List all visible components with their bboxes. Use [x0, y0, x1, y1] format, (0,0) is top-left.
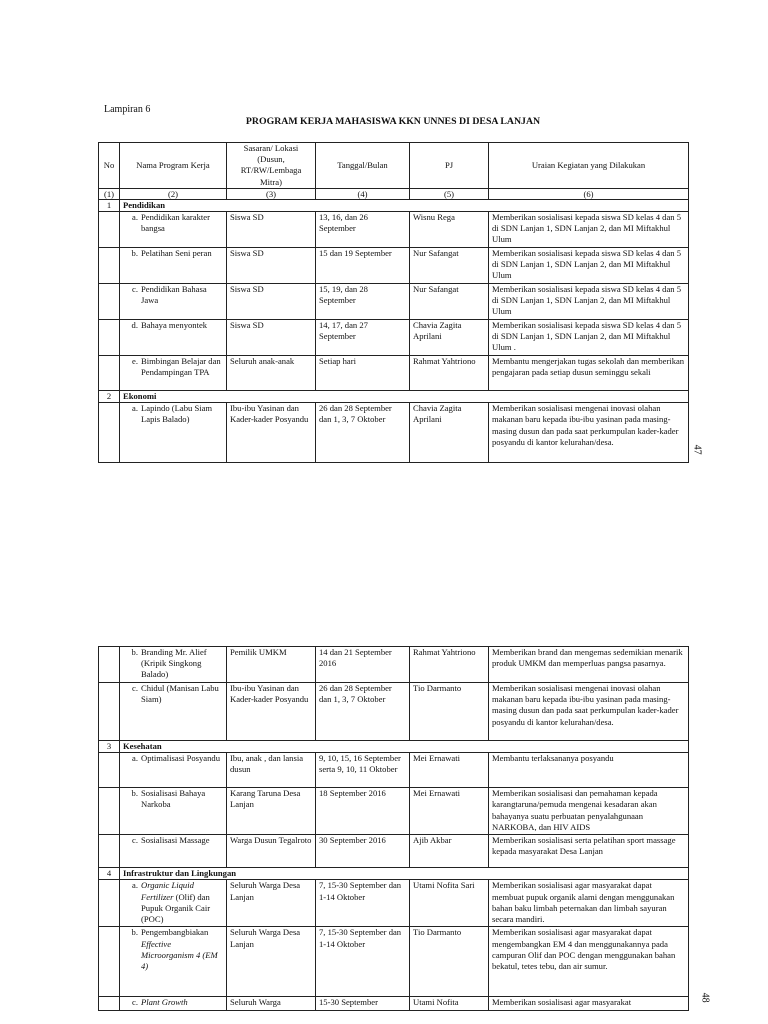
- program-name-italic: Effective Microorganism 4 (EM 4): [141, 938, 218, 972]
- header-tanggal: Tanggal/Bulan: [316, 143, 410, 189]
- program-name: [141, 835, 223, 846]
- sasaran-cell: Siswa SD: [227, 320, 316, 356]
- item-letter: b.: [131, 647, 138, 657]
- row-number-cell: [99, 880, 120, 927]
- section-number: 2: [99, 391, 120, 403]
- program-name: [141, 647, 223, 681]
- row-number-cell: [99, 835, 120, 868]
- uraian-cell: Memberikan sosialisasi serta pelatihan sport massage kepada masyarakat Desa Lanjan: [489, 835, 689, 868]
- uraian-cell: Memberikan sosialisasi agar masyarakat dapat mengembangkan EM 4 dan menggunakannya pada campuran Olif dan POC dengan menggunakan bahan bekatul, tetes tebu, dan air sumur.: [489, 927, 689, 997]
- table-row: [99, 248, 689, 284]
- program-item: [123, 320, 223, 331]
- uraian-cell: Membantu mengerjakan tugas sekolah dan memberikan pengajaran pada setiap dusun seminggu sekali: [489, 356, 689, 391]
- sasaran-cell: Ibu, anak , dan lansia dusun: [227, 753, 316, 788]
- program-name-text: (Olif) dan Pupuk Organik Cair (POC): [141, 891, 211, 925]
- item-letter: c.: [132, 683, 138, 693]
- section-title: Kesehatan: [120, 741, 689, 753]
- program-name-text: Branding Mr. Alief (Kripik Singkong Balado): [141, 647, 207, 680]
- program-item: [123, 248, 223, 259]
- pj-cell: Chavia Zagita Aprilani: [410, 320, 489, 356]
- header-pj: PJ: [410, 143, 489, 189]
- program-cell: [120, 880, 227, 927]
- program-name: [141, 788, 223, 810]
- program-name: [141, 284, 223, 306]
- tanggal-cell: 7, 15-30 September dan 1-14 Oktober: [316, 927, 410, 997]
- row-number-cell: [99, 753, 120, 788]
- uraian-cell: Memberikan sosialisasi kepada siswa SD kelas 4 dan 5 di SDN Lanjan 1, SDN Lanjan 2, dan MI Miftakhul Ulum: [489, 284, 689, 320]
- program-name-text: Pelatihan Seni peran: [141, 248, 212, 259]
- column-number: (5): [410, 188, 489, 199]
- pj-cell: Nur Safangat: [410, 248, 489, 284]
- program-cell: [120, 753, 227, 788]
- tanggal-cell: 30 September 2016: [316, 835, 410, 868]
- program-name: [141, 212, 223, 234]
- page-number: 47: [691, 444, 703, 455]
- item-letter: a.: [132, 880, 138, 891]
- uraian-cell: Memberikan sosialisasi agar masyarakat dapat membuat pupuk organik alami dengan menggunakan bahan baku limbah peternakan dan limbah sayuran secara mandiri.: [489, 880, 689, 927]
- header-uraian: Uraian Kegiatan yang Dilakukan: [489, 143, 689, 189]
- tanggal-cell: 26 dan 28 September dan 1, 3, 7 Oktober: [316, 683, 410, 741]
- row-number-cell: [99, 284, 120, 320]
- uraian-cell: Memberikan sosialisasi kepada siswa SD kelas 4 dan 5 di SDN Lanjan 1, SDN Lanjan 2, dan MI Miftakhul Ulum: [489, 248, 689, 284]
- pj-cell: Mei Ernawati: [410, 788, 489, 835]
- row-number-cell: [99, 683, 120, 741]
- program-name: [141, 320, 223, 331]
- section-row: [99, 199, 689, 211]
- program-name: [141, 683, 223, 705]
- pj-cell: Utami Nofita Sari: [410, 880, 489, 927]
- page-number: 48: [699, 992, 711, 1003]
- uraian-cell: Memberikan brand dan mengemas sedemikian menarik produk UMKM dan memperluas pangsa pasarnya.: [489, 647, 689, 683]
- tanggal-cell: 9, 10, 15, 16 September serta 9, 10, 11 Oktober: [316, 753, 410, 788]
- section-number: 4: [99, 868, 120, 880]
- row-number-cell: [99, 647, 120, 683]
- pj-cell: Tio Darmanto: [410, 927, 489, 997]
- program-item: [123, 284, 223, 306]
- program-name: [141, 248, 223, 259]
- tanggal-cell: 26 dan 28 September dan 1, 3, 7 Oktober: [316, 403, 410, 463]
- document-title: PROGRAM KERJA MAHASISWA KKN UNNES DI DESA LANJAN: [245, 116, 541, 127]
- program-cell: [120, 997, 227, 1011]
- pj-cell: Rahmat Yahtriono: [410, 356, 489, 391]
- sasaran-cell: Siswa SD: [227, 212, 316, 248]
- item-letter: b.: [131, 927, 138, 938]
- program-name: [141, 880, 223, 925]
- table-row: [99, 320, 689, 356]
- program-name-text: Chidul (Manisan Labu Siam): [141, 683, 219, 705]
- row-number-cell: [99, 356, 120, 391]
- table-row: [99, 753, 689, 788]
- item-letter: a.: [132, 212, 138, 223]
- pj-cell: Rahmat Yahtriono: [410, 647, 489, 683]
- sasaran-cell: Seluruh anak-anak: [227, 356, 316, 391]
- section-number: 3: [99, 741, 120, 753]
- tanggal-cell: 15 dan 19 September: [316, 248, 410, 284]
- row-number-cell: [99, 212, 120, 248]
- program-name: [141, 927, 223, 972]
- sasaran-cell: Karang Taruna Desa Lanjan: [227, 788, 316, 835]
- program-name: [141, 403, 223, 425]
- tanggal-cell: 15, 19, dan 28 September: [316, 284, 410, 320]
- table-row: [99, 683, 689, 741]
- program-name-text: Sosialisasi Massage: [141, 835, 210, 846]
- pj-cell: Tio Darmanto: [410, 683, 489, 741]
- program-name-text: Bimbingan Belajar dan Pendampingan TPA: [141, 356, 221, 378]
- program-item: [123, 880, 223, 925]
- column-number: (6): [489, 188, 689, 199]
- column-number: (1): [99, 188, 120, 199]
- column-number-row: [99, 188, 689, 199]
- pj-cell: Chavia Zagita Aprilani: [410, 403, 489, 463]
- program-name-text: Optimalisasi Posyandu: [141, 753, 221, 764]
- sasaran-cell: Seluruh Warga Desa Lanjan: [227, 880, 316, 927]
- pj-cell: Utami Nofita: [410, 997, 489, 1011]
- program-name-italic: Organic Liquid Fertilizer: [141, 880, 194, 902]
- row-number-cell: [99, 320, 120, 356]
- program-cell: [120, 683, 227, 741]
- program-name-italic: Plant Growth: [141, 997, 188, 1008]
- sasaran-cell: Seluruh Warga Desa Lanjan: [227, 927, 316, 997]
- table-row: [99, 997, 689, 1011]
- row-number-cell: [99, 403, 120, 463]
- pj-cell: Mei Ernawati: [410, 753, 489, 788]
- uraian-cell: Memberikan sosialisasi mengenai inovasi olahan makanan baru kepada ibu-ibu yasinan pada masing-masing dusun dan pada saat perkumpulan kader-kader posyandu di kantor kelurahan/desa.: [489, 403, 689, 463]
- table-row: [99, 927, 689, 997]
- table-row: [99, 212, 689, 248]
- program-item: [123, 835, 223, 846]
- uraian-cell: Membantu terlaksananya posyandu: [489, 753, 689, 788]
- sasaran-cell: Ibu-ibu Yasinan dan Kader-kader Posyandu: [227, 403, 316, 463]
- sasaran-cell: Siswa SD: [227, 248, 316, 284]
- program-table-page-2: [98, 646, 689, 1011]
- program-item: [123, 403, 223, 425]
- program-name-text: Pendidikan karakter bangsa: [141, 212, 210, 234]
- item-letter: a.: [132, 753, 138, 764]
- lampiran-label: Lampiran 6: [104, 104, 151, 115]
- section-row: [99, 391, 689, 403]
- sasaran-cell: Siswa SD: [227, 284, 316, 320]
- row-number-cell: [99, 927, 120, 997]
- section-title: Pendidikan: [120, 199, 689, 211]
- program-item: [123, 997, 223, 1008]
- tanggal-cell: 18 September 2016: [316, 788, 410, 835]
- program-item: [123, 356, 223, 378]
- program-cell: [120, 320, 227, 356]
- table-row: [99, 788, 689, 835]
- column-number: (4): [316, 188, 410, 199]
- program-item: [123, 647, 223, 681]
- program-name: [141, 753, 223, 764]
- section-row: [99, 868, 689, 880]
- program-cell: [120, 356, 227, 391]
- table-row: [99, 647, 689, 683]
- item-letter: c.: [132, 997, 138, 1008]
- row-number-cell: [99, 788, 120, 835]
- item-letter: c.: [132, 835, 138, 846]
- row-number-cell: [99, 248, 120, 284]
- item-letter: a.: [132, 403, 138, 414]
- table-row: [99, 880, 689, 927]
- row-number-cell: [99, 997, 120, 1011]
- table-row: [99, 403, 689, 463]
- item-letter: b.: [131, 788, 138, 799]
- program-item: [123, 927, 223, 972]
- uraian-cell: Memberikan sosialisasi agar masyarakat: [489, 997, 689, 1011]
- tanggal-cell: 15-30 September: [316, 997, 410, 1011]
- header-sasaran: Sasaran/ Lokasi (Dusun, RT/RW/Lembaga Mitra): [227, 143, 316, 189]
- section-title: Ekonomi: [120, 391, 689, 403]
- uraian-cell: Memberikan sosialisasi kepada siswa SD kelas 4 dan 5 di SDN Lanjan 1, SDN Lanjan 2, dan MI Miftakhul Ulum .: [489, 320, 689, 356]
- program-item: [123, 683, 223, 705]
- item-letter: e.: [132, 356, 138, 367]
- column-number: (3): [227, 188, 316, 199]
- sasaran-cell: Ibu-ibu Yasinan dan Kader-kader Posyandu: [227, 683, 316, 741]
- uraian-cell: Memberikan sosialisasi mengenai inovasi olahan makanan baru kepada ibu-ibu yasinan pada masing-masing dusun dan pada saat perkumpulan kader-kader posyandu di kantor kelurahan/desa.: [489, 683, 689, 741]
- sasaran-cell: Pemilik UMKM: [227, 647, 316, 683]
- header-row: [99, 143, 689, 189]
- table-row: [99, 284, 689, 320]
- program-table-page-1: [98, 142, 689, 463]
- tanggal-cell: 7, 15-30 September dan 1-14 Oktober: [316, 880, 410, 927]
- program-cell: [120, 788, 227, 835]
- header-no: No: [99, 143, 120, 189]
- column-number: (2): [120, 188, 227, 199]
- program-item: [123, 753, 223, 764]
- item-letter: d.: [131, 320, 138, 331]
- program-item: [123, 212, 223, 234]
- program-name-text: Sosialisasi Bahaya Narkoba: [141, 788, 206, 810]
- uraian-cell: Memberikan sosialisasi kepada siswa SD kelas 4 dan 5 di SDN Lanjan 1, SDN Lanjan 2, dan MI Miftakhul Ulum: [489, 212, 689, 248]
- program-name: [141, 997, 223, 1008]
- pj-cell: Ajib Akbar: [410, 835, 489, 868]
- program-cell: [120, 284, 227, 320]
- tanggal-cell: 13, 16, dan 26 September: [316, 212, 410, 248]
- table-row: [99, 356, 689, 391]
- table-row: [99, 835, 689, 868]
- sasaran-cell: Warga Dusun Tegalroto: [227, 835, 316, 868]
- program-cell: [120, 927, 227, 997]
- tanggal-cell: 14 dan 21 September 2016: [316, 647, 410, 683]
- program-name-text: Pengembangbiakan: [141, 927, 209, 938]
- program-cell: [120, 835, 227, 868]
- tanggal-cell: Setiap hari: [316, 356, 410, 391]
- section-row: [99, 741, 689, 753]
- program-name-text: Pendidikan Bahasa Jawa: [141, 284, 207, 306]
- item-letter: b.: [131, 248, 138, 259]
- sasaran-cell: Seluruh Warga: [227, 997, 316, 1011]
- program-cell: [120, 212, 227, 248]
- item-letter: c.: [132, 284, 138, 295]
- program-cell: [120, 647, 227, 683]
- program-cell: [120, 248, 227, 284]
- section-title: Infrastruktur dan Lingkungan: [120, 868, 689, 880]
- program-name: [141, 356, 223, 378]
- pj-cell: Wisnu Rega: [410, 212, 489, 248]
- program-name-text: Lapindo (Labu Siam Lapis Balado): [141, 403, 213, 425]
- tanggal-cell: 14, 17, dan 27 September: [316, 320, 410, 356]
- program-name-text: Bahaya menyontek: [141, 320, 208, 331]
- program-item: [123, 788, 223, 810]
- pj-cell: Nur Safangat: [410, 284, 489, 320]
- uraian-cell: Memberikan sosialisasi dan pemahaman kepada karangtaruna/pemuda mengenai kesadaran akan bahayanya suatu perbuatan penyalahgunaan NARKOBA, dan HIV AIDS: [489, 788, 689, 835]
- header-program: Nama Program Kerja: [120, 143, 227, 189]
- program-cell: [120, 403, 227, 463]
- section-number: 1: [99, 199, 120, 211]
